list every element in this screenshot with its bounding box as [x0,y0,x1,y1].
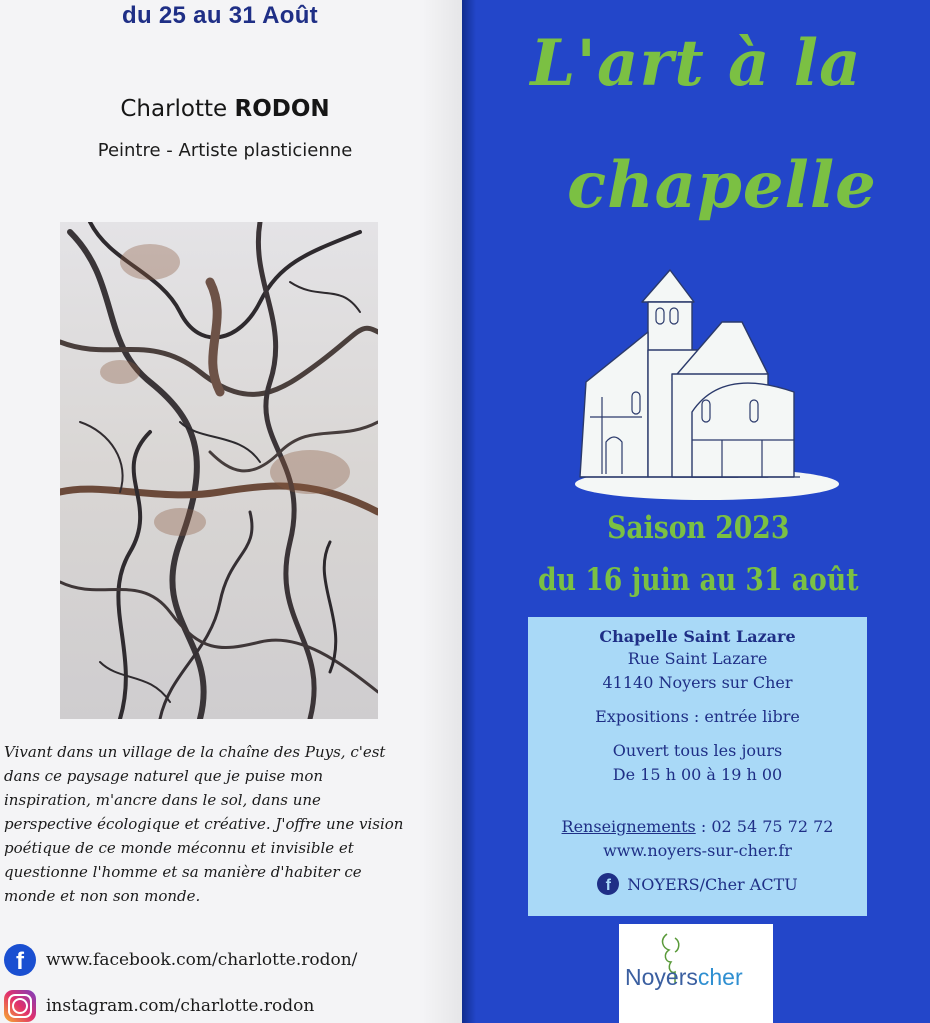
facebook-page-name[interactable]: NOYERS/Cher ACTU [627,874,798,894]
venue-name: Chapelle Saint Lazare [599,627,796,646]
season-title: Saison 2023 [607,510,790,546]
venue-city: 41140 Noyers sur Cher [602,673,793,692]
entry-info: Expositions : entrée libre [595,707,800,726]
contact-label: Renseignements [561,817,696,836]
logo-wordmark [625,964,743,991]
instagram-icon [4,990,36,1022]
bio-line: Vivant dans un village de la chaîne des Puys, c'est [4,743,386,761]
cover-page [462,0,930,1023]
main-title-line-2: chapelle [567,148,877,223]
artist-name [40,96,410,122]
bio-line: monde et non son monde. [4,887,201,905]
artist-role: Peintre - Artiste plasticienne [97,140,353,161]
artist-facebook-link[interactable] [4,944,357,976]
artist-page [0,0,462,1023]
logo-part-noyers: Noyers [625,964,698,990]
exhibition-dates-heading: du 25 au 31 Août [122,2,318,29]
artist-last-name: RODON [234,96,330,122]
facebook-page-link[interactable] [528,873,867,895]
contact-phone[interactable]: : 02 54 75 72 72 [695,817,834,836]
venue-info-box [528,617,867,916]
artist-bio [4,740,436,908]
bio-line: poétique de ce monde méconnu et invisible et [4,839,354,857]
artist-instagram-link[interactable] [4,990,314,1022]
bio-line: perspective écologique et créative. J'offre une vision [4,815,404,833]
main-title-line-1: L'art à la [530,26,862,101]
bio-line: inspiration, m'ancre dans le sol, dans une [4,791,321,809]
bio-line: dans ce paysage naturel que je puise mon [4,767,324,785]
website-link[interactable]: www.noyers-sur-cher.fr [603,841,792,860]
facebook-icon: f [597,873,619,895]
facebook-url[interactable]: www.facebook.com/charlotte.rodon/ [46,950,358,970]
opening-days: Ouvert tous les jours [612,741,783,760]
artwork-image [60,222,378,719]
noyers-logo [619,924,773,1023]
opening-hours: De 15 h 00 à 19 h 00 [612,765,783,784]
artwork-tree-roots-drawing [60,222,378,719]
facebook-icon: f [4,944,36,976]
instagram-url[interactable]: instagram.com/charlotte.rodon [46,996,315,1016]
venue-street: Rue Saint Lazare [627,649,768,668]
bio-line: questionne l'homme et sa manière d'habiter ce [4,863,362,881]
artist-first-name: Charlotte [120,96,228,122]
season-dates: du 16 juin au 31 août [537,562,859,598]
chapel-illustration [572,262,842,507]
contact-info [528,817,867,836]
logo-part-cher: cher [697,964,743,990]
page-fold-shadow [462,0,476,1023]
